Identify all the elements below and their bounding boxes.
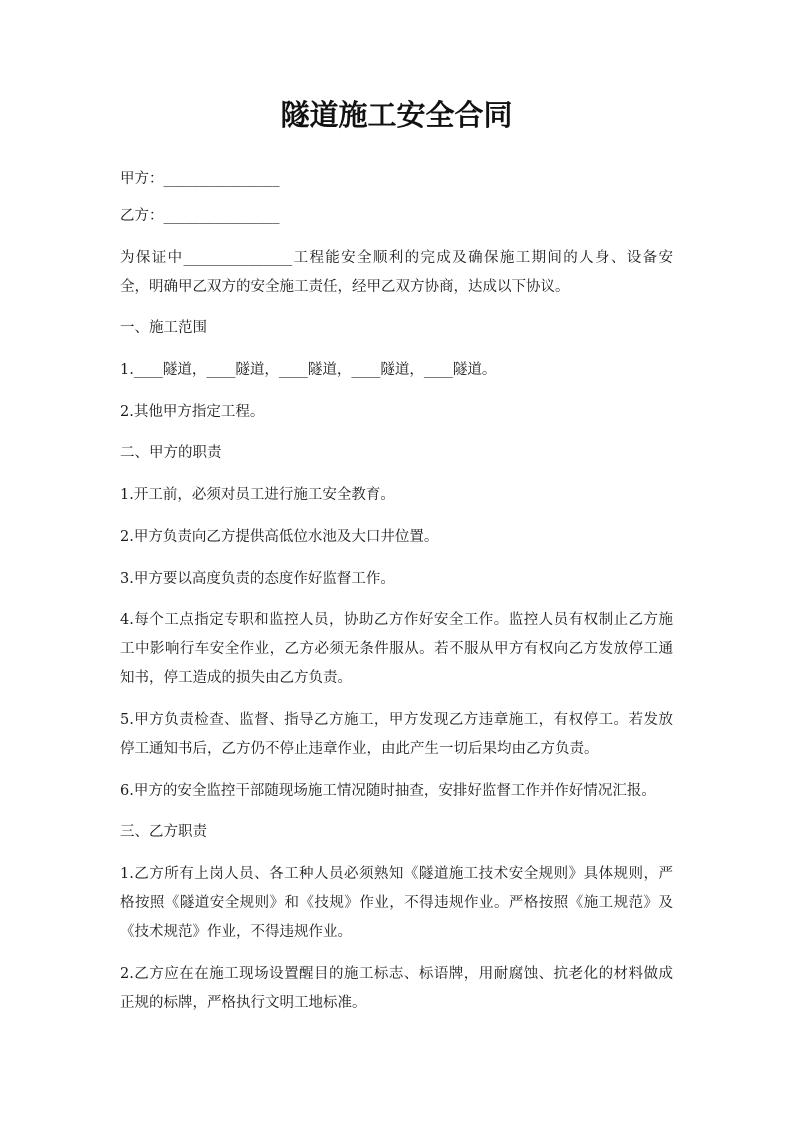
clause-line: 4.每个工点指定专职和监控人员，协助乙方作好安全工作。监控人员有权制止乙方施 xyxy=(120,612,673,629)
party-a-line: 甲方：________________ xyxy=(120,171,280,187)
clause-line: 5.甲方负责检查、监督、指导乙方施工，甲方发现乙方违章施工，有权停工。若发放 xyxy=(120,711,673,728)
clause-line: 知书，停工造成的损失由乙方负责。 xyxy=(120,670,352,687)
clause xyxy=(120,356,673,385)
party-b-line: 乙方：________________ xyxy=(120,208,280,224)
clause-line: 2.甲方负责向乙方提供高低位水池及大口井位置。 xyxy=(120,528,439,545)
preamble-line: 为保证中_______________工程能安全顺利的完成及确保施工期间的人身、设备安 xyxy=(120,249,673,266)
clause-line: 1.____隧道，____隧道，____隧道，____隧道，____隧道。 xyxy=(120,362,497,379)
clause-line: 《技术规范》作业，不得违规作业。 xyxy=(120,923,352,940)
clause xyxy=(120,481,673,510)
section-heading xyxy=(120,818,673,847)
preamble-line: 全，明确甲乙双方的安全施工责任，经甲乙双方协商，达成以下协议。 xyxy=(120,278,570,295)
clause-line: 停工通知书后，乙方仍不停止违章作业，由此产生一切后果均由乙方负责。 xyxy=(120,740,599,757)
section-heading xyxy=(120,439,673,468)
clause-line: 格按照《隧道安全规则》和《技规》作业，不得违规作业。严格按照《施工规范》及 xyxy=(120,894,673,911)
clause-line: 2.其他甲方指定工程。 xyxy=(120,403,265,420)
clause-line: 1.乙方所有上岗人员、各工种人员必须熟知《隧道施工技术安全规则》具体规则，严 xyxy=(120,865,673,882)
clause-line: 2.乙方应在在施工现场设置醒目的施工标志、标语牌，用耐腐蚀、抗老化的材料做成 xyxy=(120,965,673,982)
clause-line: 正规的标牌，严格执行文明工地标准。 xyxy=(120,994,367,1011)
clause-line: 工中影响行车安全作业，乙方必须无条件服从。若不服从甲方有权向乙方发放停工通 xyxy=(120,641,673,658)
clause xyxy=(120,777,673,806)
clause xyxy=(120,523,673,552)
clause-line: 6.甲方的安全监控干部随现场施工情况随时抽查，安排好监督工作并作好情况汇报。 xyxy=(120,782,656,799)
section-heading-text: 一、施工范围 xyxy=(120,320,207,337)
clause xyxy=(120,960,673,1018)
clause-line: 1.开工前，必须对员工进行施工安全教育。 xyxy=(120,487,395,504)
document-title: 隧道施工安全合同 xyxy=(280,98,513,132)
section-heading-text: 二、甲方的职责 xyxy=(120,445,222,462)
clause xyxy=(120,706,673,764)
preamble xyxy=(120,244,673,302)
clause xyxy=(120,565,673,594)
section-heading-text: 三、乙方职责 xyxy=(120,824,207,841)
party-a-field xyxy=(120,165,673,194)
clause-line: 3.甲方要以高度负责的态度作好监督工作。 xyxy=(120,570,395,587)
party-b-field xyxy=(120,202,673,231)
clause xyxy=(120,398,673,427)
clause xyxy=(120,860,673,947)
section-heading xyxy=(120,314,673,343)
clause xyxy=(120,606,673,693)
document-body xyxy=(120,165,673,1030)
